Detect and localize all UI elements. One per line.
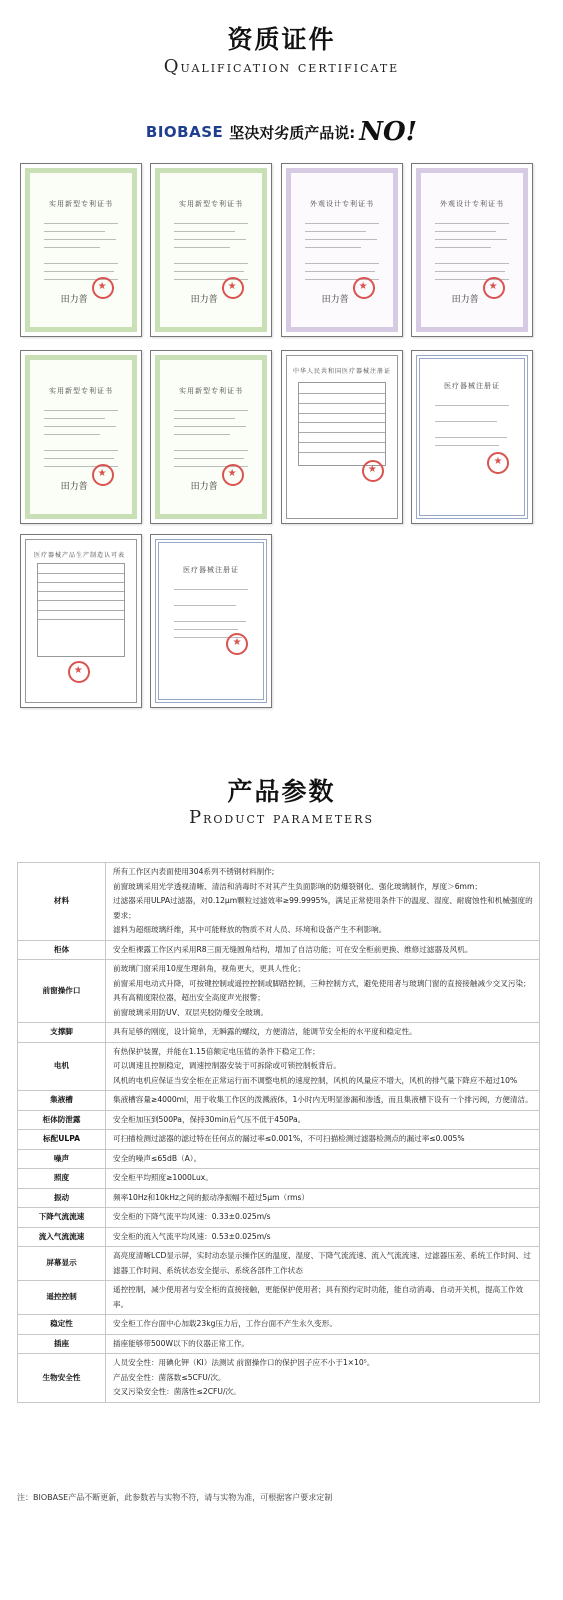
certificate-heading: 医疗器械注册证: [444, 382, 500, 390]
red-seal-icon: [362, 460, 384, 482]
certificate-heading: 实用新型专利证书: [49, 387, 113, 395]
signature: 田力普: [60, 295, 88, 306]
param-row: [18, 1315, 540, 1335]
param-value: [106, 1281, 540, 1315]
param-value-line: 可以调速且控制稳定，调速控制器安装于可拆除或可锁控制板背后。: [113, 1061, 341, 1070]
certificate-utility-patent-2: [150, 163, 272, 337]
param-row: [18, 960, 540, 1023]
param-value: [106, 863, 540, 941]
param-key: 集液槽: [18, 1091, 106, 1111]
parameters-title: 产品参数: [227, 777, 336, 806]
certificate-utility-patent-3: [20, 350, 142, 524]
qualification-subtitle-rest: ualification certificate: [180, 58, 400, 76]
certificate-utility-patent-1: [20, 163, 142, 337]
param-key: 标配ULPA: [18, 1130, 106, 1150]
param-value-line: 安全柜平均照度≥1000Lux。: [113, 1173, 213, 1182]
param-value-line: 风机的电机应保证当安全柜在正常运行而不调整电机的速度控制，风机的风量应不增大，风机的排气量下降应不超过10%: [113, 1075, 518, 1085]
param-value-line: 集液槽容量≥4000ml，用于收集工作区的泼溅液体，1小时内无明显渗漏和渗透，而且集液槽下设有一个排污阀，方便清洁。: [113, 1095, 533, 1104]
certificate-registration-table: [281, 350, 403, 524]
param-value-line: 安全柜裸露工作区内采用R8三面无缝圆角结构，增加了自洁功能；可在安全柜前更换、维修过滤器及风机。: [113, 944, 473, 954]
param-value: [106, 1227, 540, 1247]
red-seal-icon: [92, 277, 114, 299]
param-value-line: 有热保护装置，并能在1.15倍额定电压值的条件下稳定工作；: [113, 1046, 320, 1056]
param-row: [18, 1354, 540, 1403]
param-key: 遥控控制: [18, 1281, 106, 1315]
param-row: [18, 863, 540, 941]
red-seal-icon: [92, 464, 114, 486]
param-key: 电机: [18, 1042, 106, 1091]
param-value-line: 过滤器采用ULPA过滤器，对0.12μm颗粒过滤效率≥99.9995%，满足正常使用条件下的温度、湿度、耐腐蚀性和机械强度的要求；: [113, 896, 533, 920]
certificate-heading: 实用新型专利证书: [49, 200, 113, 208]
parameters-subtitle: [0, 807, 563, 828]
param-value-line: 可扫描检测过滤器的滤过特在任何点的漏过率≤0.001%，不可扫描检测过滤器检测点的漏过率≤0.005%: [113, 1134, 465, 1143]
slogan-no: NO!: [359, 117, 418, 147]
param-value-line: 所有工作区内表面使用304系列不锈钢材料制作;: [113, 867, 275, 876]
param-key: 生物安全性: [18, 1354, 106, 1403]
param-row: [18, 1281, 540, 1315]
red-seal-icon: [222, 277, 244, 299]
slogan-text: 坚决对劣质产品说:: [229, 123, 356, 142]
red-seal-icon: [483, 277, 505, 299]
param-value-line: 前窗玻璃采用防UV、双层夹胶防爆安全玻璃。: [113, 1007, 269, 1017]
param-row: [18, 940, 540, 960]
param-value-line: 产品安全性：菌落数≤5CFU/次。: [113, 1372, 226, 1382]
qualification-title: 资质证件: [227, 25, 336, 54]
param-row: [18, 1110, 540, 1130]
signature: 田力普: [190, 295, 218, 306]
biobase-logo: BIOBASE: [145, 123, 224, 141]
red-seal-icon: [487, 452, 509, 474]
param-value-line: 滤料为超细玻璃纤维，其中可能释放的物质不对人员、环境和设备产生不利影响。: [113, 925, 387, 934]
param-row: [18, 1188, 540, 1208]
certificate-heading: 医疗器械产品生产制造认可表: [34, 552, 126, 559]
param-value-line: 遥控控制，减少使用者与安全柜的直接接触，更能保护使用者；具有预约定时功能，能自动消毒、自动开关机，提高工作效率。: [113, 1285, 524, 1309]
param-value: [106, 1110, 540, 1130]
certificate-heading: 实用新型专利证书: [179, 200, 243, 208]
param-value: [106, 1188, 540, 1208]
param-key: 下降气流流速: [18, 1208, 106, 1228]
param-row: [18, 1023, 540, 1043]
param-value: [106, 1334, 540, 1354]
certificate-medical-device-registration-2: [150, 534, 272, 708]
param-value-line: 安全柜的下降气流平均风速：0.33±0.025m/s: [113, 1212, 271, 1221]
certificate-design-patent-2: [411, 163, 533, 337]
param-key: 柜体: [18, 940, 106, 960]
param-key: 照度: [18, 1169, 106, 1189]
red-seal-icon: [222, 464, 244, 486]
param-row: [18, 1208, 540, 1228]
param-row: [18, 1247, 540, 1281]
param-value: [106, 1149, 540, 1169]
param-value: [106, 1247, 540, 1281]
certificate-heading: 外观设计专利证书: [310, 200, 374, 208]
certificate-heading: 外观设计专利证书: [440, 200, 504, 208]
param-value-line: 具有高精度限位器，超出安全高度声光报警；: [113, 993, 265, 1002]
param-key: 屏幕显示: [18, 1247, 106, 1281]
qualification-subtitle: [0, 56, 563, 77]
param-value-line: 安全柜加压到500Pa，保持30min后气压不低于450Pa。: [113, 1114, 306, 1124]
param-value-line: 安全柜工作台面中心加载23kg压力后，工作台面不产生永久变形。: [113, 1319, 337, 1328]
param-key: 噪声: [18, 1149, 106, 1169]
signature: 田力普: [190, 482, 218, 493]
param-row: [18, 1227, 540, 1247]
param-key: 稳定性: [18, 1315, 106, 1335]
param-value: [106, 1208, 540, 1228]
param-value-line: 安全的噪声≤65dB（A）。: [113, 1153, 202, 1163]
param-row: [18, 1334, 540, 1354]
signature: 田力普: [451, 295, 479, 306]
param-key: 插座: [18, 1334, 106, 1354]
param-key: 支撑脚: [18, 1023, 106, 1043]
param-value-line: 前窗采用电动式升降，可按键控制或遥控控制或脚踏控制，三种控制方式，避免使用者与玻璃门窗的直接接触减少交叉污染；: [113, 978, 531, 988]
red-seal-icon: [68, 661, 90, 683]
certificate-heading: 医疗器械注册证: [183, 566, 239, 574]
param-value: [106, 1315, 540, 1335]
param-value: [106, 1354, 540, 1403]
param-value-line: 前玻璃门窗采用10度生理斜角，视角更大，更具人性化；: [113, 964, 305, 973]
param-value: [106, 940, 540, 960]
param-value: [106, 1023, 540, 1043]
parameters-subtitle-rest: roduct parameters: [203, 809, 375, 827]
param-key: 振动: [18, 1188, 106, 1208]
param-row: [18, 1169, 540, 1189]
parameters-subtitle-initial: P: [188, 807, 204, 828]
param-value-line: 前窗玻璃采用光学透视清晰、清洁和消毒时不对其产生负面影响的防爆裂钢化、强化玻璃制作，厚度＞6mm；: [113, 881, 482, 891]
param-value-line: 具有足够的刚度，设计简单，无瞬露的螺纹，方便清洁，能调节安全柜的水平度和稳定性。: [113, 1027, 417, 1036]
param-value-line: 交叉污染安全性：菌落性≤2CFU/次。: [113, 1387, 241, 1396]
param-value-line: 人员安全性：用碘化钾（KI）法测试 前窗操作口的保护因子应不小于1×10⁵。: [113, 1358, 375, 1367]
param-row: [18, 1042, 540, 1091]
param-value: [106, 1091, 540, 1111]
param-row: [18, 1130, 540, 1150]
param-key: 材料: [18, 863, 106, 941]
signature: 田力普: [321, 295, 349, 306]
param-key: 前窗操作口: [18, 960, 106, 1023]
signature: 田力普: [60, 482, 88, 493]
parameters-table: [17, 862, 540, 1403]
param-value-line: 高亮度清晰LCD显示屏，实时动态显示操作区的温度、湿度、下降气流流速、流入气流流速、过滤器压差、系统工作时间、过滤器工作时间、系统状态安全提示、系统各部件工作状态: [113, 1251, 531, 1275]
certificate-production-approval: [20, 534, 142, 708]
param-value: [106, 1169, 540, 1189]
param-value: [106, 960, 540, 1023]
param-value-line: 安全柜的流入气流平均风速：0.53±0.025m/s: [113, 1231, 271, 1241]
certificate-heading: 中华人民共和国医疗器械注册证: [292, 368, 391, 375]
red-seal-icon: [353, 277, 375, 299]
param-key: 柜体防泄露: [18, 1110, 106, 1130]
certificate-utility-patent-4: [150, 350, 272, 524]
param-row: [18, 1091, 540, 1111]
param-value-line: 插座能够带500W以下的仪器正常工作。: [113, 1338, 249, 1348]
certificate-design-patent-1: [281, 163, 403, 337]
certificate-heading: 实用新型专利证书: [179, 387, 243, 395]
red-seal-icon: [226, 633, 248, 655]
brand-slogan-line: [0, 117, 563, 147]
param-value: [106, 1042, 540, 1091]
param-key: 流入气流流速: [18, 1227, 106, 1247]
qualification-subtitle-initial: Q: [163, 56, 181, 77]
footnote: 注：BIOBASE产品不断更新，此参数若与实物不符，请与实物为准，可根据客户要求定制: [17, 1493, 333, 1502]
param-value: [106, 1130, 540, 1150]
param-row: [18, 1149, 540, 1169]
certificate-medical-device-registration-1: [411, 350, 533, 524]
param-value-line: 频率10Hz和10kHz之间的振动净振幅不超过5μm（rms）: [113, 1192, 310, 1202]
